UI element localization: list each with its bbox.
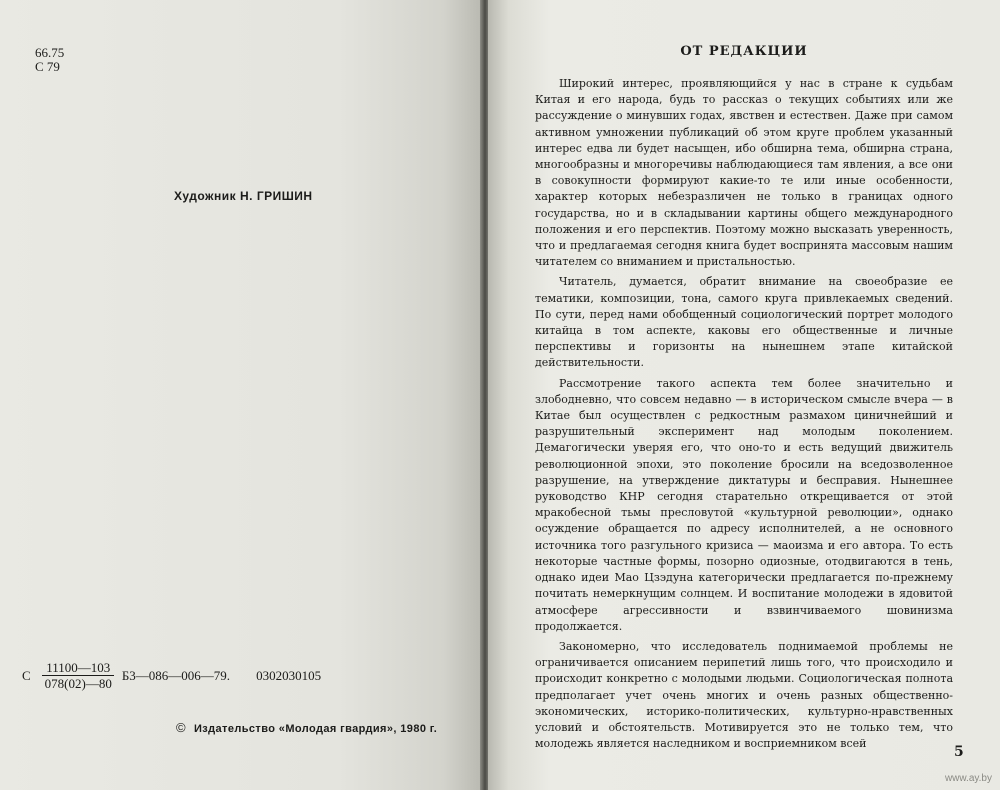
artist-credit: Художник Н. ГРИШИН bbox=[174, 189, 313, 203]
paragraph: Рассмотрение такого аспекта тем более значительно и злободневно, что совсем недавно — в историческом смысле вчера — в Китае был осуществлен с редкостным размахом циничнейший и разрушительный эксперимент над молодым поколением. Демагогически уверяя его, что оно-то и есть ведущий движитель революционной эпохи, это поколение бросили на вседозволенное разрушение, на утверждение диктатуры и бесправия. Нынешнее руководство КНР сегодня старательно открещивается от этой мракобесной тьмы пресловутой «культурной революции», однако осуждение обращается по адресу исполнителей, а не основного источника того разгульного кризиса — маоизма и его автора. То есть некоторые частные формы, позорно одиозные, отодвигаются в тень, однако идеи Мао Цзэдуна категорически предлагается по-прежнему почитать немеркнущим солнцем. И воспитание молодежи в ядовитой атмосфере агрессивности и взвинчиваемого шовинизма продолжается. bbox=[535, 376, 953, 633]
paragraph: Широкий интерес, проявляющийся у нас в стране к судьбам Китая и его народа, будь то рассказ о текущих событиях или же рассуждение о минувших годах, явствен и естествен. Даже при самом активном умножении публикаций об этом круге проблем указанный интерес едва ли будет насыщен, ибо обширна тема, обширна страна, многообразны и многоречивы наблюдающиеся там явления, а все они в совокупности формируют какие-то те или иные особенности, характер которых небезразличен не только в границах одного государства, но и в складывании картины общего международного положения и его перспектив. Поэтому можно высказать уверенность, что и предлагаемая сегодня книга будет воспринята массовым нашим читателем со вниманием и пристальностью. bbox=[535, 77, 953, 269]
code-numerator: 11100—103 bbox=[42, 660, 114, 676]
copyright-icon: © bbox=[176, 720, 186, 735]
paragraph: Закономерно, что исследователь поднимаемой проблемы не ограничивается описанием перипетий лишь того, что происходило и происходит конкретно с молодыми людьми. Социологическая полнота предполагает учет очень многих и очень разных общественно-экономических, историко-политических, культурно-нравственных условий и обстоятельств. Мотивируется это не только тем, что молодежь является наследником и восприемником всей bbox=[535, 639, 953, 751]
bibliographic-code bbox=[22, 660, 321, 691]
left-page bbox=[0, 0, 482, 790]
page-number: 5 bbox=[954, 744, 964, 760]
code-tail: Б3—086—006—79. bbox=[121, 667, 231, 683]
copyright-line bbox=[176, 720, 437, 735]
right-page bbox=[488, 0, 1000, 790]
paragraph: Читатель, думается, обратит внимание на своеобразие ее тематики, композиции, тона, самого круга привлекаемых сведений. По сути, перед нами обобщенный социологический портрет молодого китайца в том аспекте, каковы его общественные и личные перспективы и горизонты на нынешнем этапе китайской действительности. bbox=[535, 275, 953, 370]
code-fraction bbox=[41, 660, 116, 691]
catalog-index bbox=[35, 46, 64, 74]
section-heading: ОТ РЕДАКЦИИ bbox=[680, 44, 808, 59]
body-text bbox=[535, 76, 953, 752]
bbk-code: 66.75 bbox=[35, 45, 65, 60]
author-mark: С 79 bbox=[35, 59, 60, 74]
watermark: www.ay.by bbox=[944, 773, 992, 784]
code-letter: С bbox=[22, 667, 31, 683]
code-denominator: 078(02)—80 bbox=[44, 676, 112, 691]
copyright-text: Издательство «Молодая гвардия», 1980 г. bbox=[193, 723, 438, 735]
code-number: 0302030105 bbox=[256, 667, 322, 683]
